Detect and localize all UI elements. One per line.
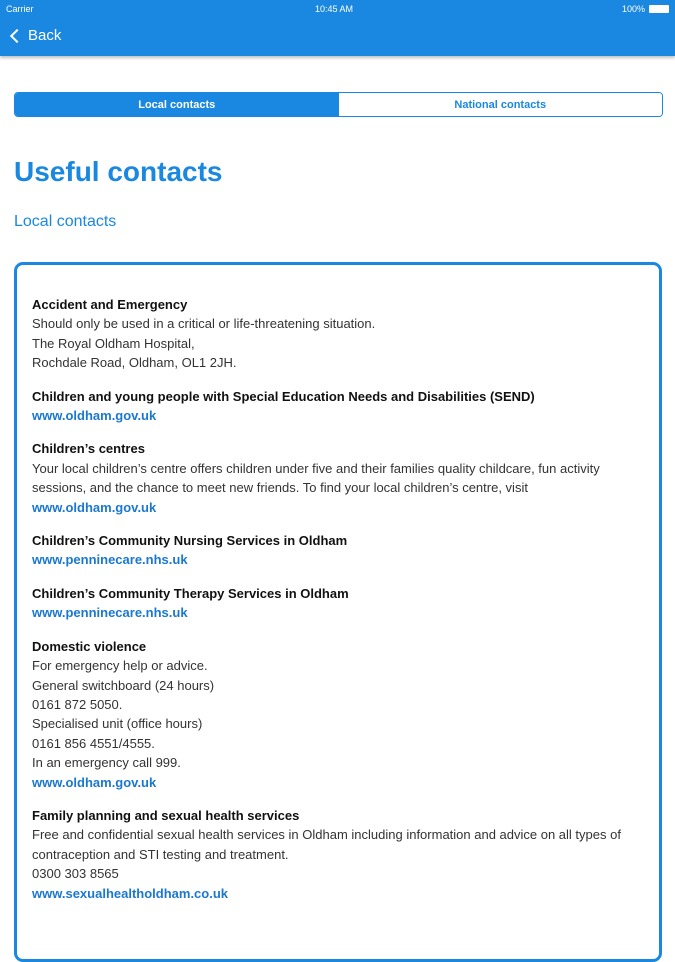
back-label: Back <box>28 27 62 44</box>
contact-detail: Rochdale Road, Oldham, OL1 2JH. <box>32 355 237 371</box>
contact-link[interactable]: www.sexualhealtholdham.co.uk <box>32 885 229 901</box>
contact-title: Domestic violence <box>32 638 147 654</box>
contact-detail: 0300 303 8565 <box>32 866 119 882</box>
tab-local-contacts[interactable]: Local contacts <box>15 93 339 116</box>
contact-title: Children’s Community Nursing Services in Oldham <box>32 533 348 549</box>
contacts-card <box>14 262 662 962</box>
contact-detail: For emergency help or advice. <box>32 658 208 674</box>
time-label: 10:45 AM <box>315 4 354 14</box>
contact-detail: The Royal Oldham Hospital, <box>32 335 195 351</box>
segmented-control <box>14 92 663 117</box>
contact-item <box>32 387 644 426</box>
contact-detail: 0161 872 5050. <box>32 696 123 712</box>
contact-item <box>32 531 644 570</box>
contact-detail: Should only be used in a critical or life-threatening situation. <box>32 316 376 332</box>
contact-item <box>32 637 644 792</box>
contact-title: Children and young people with Special Education Needs and Disabilities (SEND) <box>32 388 535 404</box>
contact-detail: Free and confidential sexual health services in Oldham including information and advice on all types of contraception and STI testing and treatment. <box>32 827 621 862</box>
contact-link[interactable]: www.penninecare.nhs.uk <box>32 605 188 621</box>
contact-detail: General switchboard (24 hours) <box>32 677 215 693</box>
section-subtitle: Local contacts <box>14 213 117 230</box>
contact-item <box>32 806 644 903</box>
contact-link[interactable]: www.oldham.gov.uk <box>32 774 157 790</box>
carrier-label: Carrier <box>6 4 34 14</box>
contact-detail: 0161 856 4551/4555. <box>32 735 155 751</box>
contact-link[interactable]: www.oldham.gov.uk <box>32 499 157 515</box>
battery-label: 100% <box>621 4 645 14</box>
contact-link[interactable]: www.penninecare.nhs.uk <box>32 552 188 568</box>
contact-item <box>32 295 644 373</box>
contact-title: Family planning and sexual health services <box>32 807 300 823</box>
chevron-left-icon <box>10 28 24 42</box>
tab-national-contacts[interactable]: National contacts <box>339 93 663 116</box>
contact-item <box>32 439 644 517</box>
contact-title: Children’s centres <box>32 441 145 457</box>
nav-bar <box>0 0 675 56</box>
contact-title: Accident and Emergency <box>32 297 188 312</box>
contact-detail: Your local children’s centre offers children under five and their families quality childcare, fun activity sessions, and the chance to meet new friends. To find your local children’s centre, visit <box>32 460 600 496</box>
contact-item <box>32 584 644 623</box>
page-title: Useful contacts <box>14 156 223 187</box>
contact-title: Children’s Community Therapy Services in Oldham <box>32 585 349 601</box>
back-button[interactable] <box>8 27 61 44</box>
contact-detail: In an emergency call 999. <box>32 755 181 771</box>
contact-link[interactable]: www.oldham.gov.uk <box>32 408 157 424</box>
contact-detail: Specialised unit (office hours) <box>32 716 203 732</box>
battery-icon <box>649 5 669 13</box>
